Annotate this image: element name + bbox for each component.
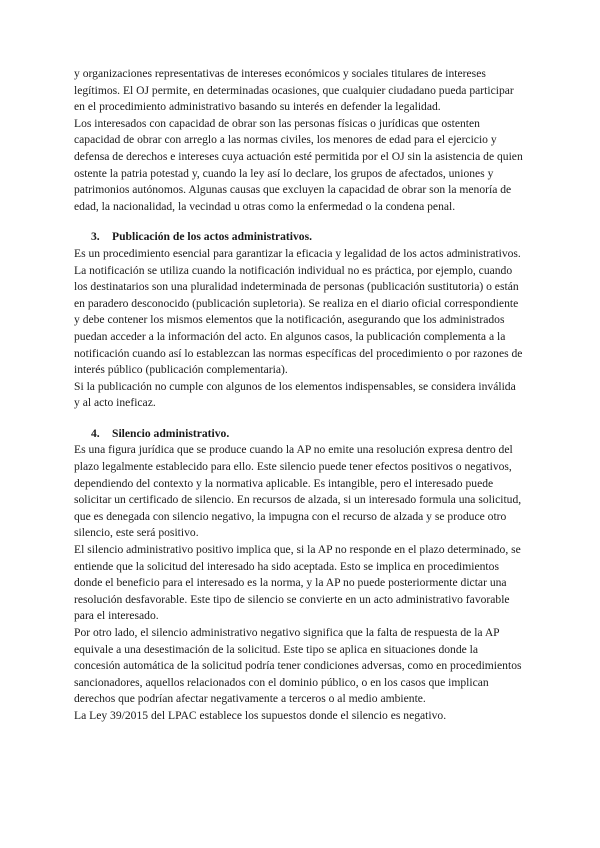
section-3-paragraph-3: Si la publicación no cumple con algunos de los elementos indispensables, se considera inválida y al acto ineficaz. bbox=[74, 379, 516, 410]
section-4-paragraph-1: Es una figura jurídica que se produce cuando la AP no emite una resolución expresa dentro del plazo legalmente establecido para ello. Este silencio puede tener efectos positivos o negativos, dependiendo del contexto y la normativa aplicable. Es intangible, pero el interesado puede solicitar un certificado de silencio. En recursos de alzada, si un interesado formula una solicitud, que es denegada con silencio negativo, la impugna con el recurso de alzada y se produce otro silencio, este será positivo. bbox=[74, 443, 522, 540]
section-3-number: 3. bbox=[91, 230, 100, 244]
section-3-heading bbox=[74, 229, 524, 246]
section-4-title: Silencio administrativo. bbox=[112, 426, 230, 440]
intro-paragraph-2: Los interesados con capacidad de obrar son las personas físicas o jurídicas que ostenten capacidad de obrar con arreglo a las normas civiles, los menores de edad para el ejercicio y defensa de derechos e intereses cuya actuación esté permitida por el OJ sin la asistencia de quien ostente la patria potestad y, cuando la ley así lo declare, los grupos de afectados, uniones y patrimonios autónomos. Algunas causas que excluyen la capacidad de obrar son la menoría de edad, la nacionalidad, la vecindad u otras como la enfermedad o la condena penal. bbox=[74, 116, 523, 213]
section-3-paragraph-2: La notificación se utiliza cuando la notificación individual no es práctica, por ejemplo, cuando los destinatarios son una pluralidad indeterminada de personas (publicación sustitutoria) o están en paradero desconocido (publicación supletoria). Se realiza en el diario oficial correspondiente y debe contener los mismos elementos que la notificación, asegurando que los administrados puedan acceder a la información del acto. En algunos casos, la publicación complementa a la notificación cuando así lo establezcan las normas específicas del procedimiento o por razones de interés público (publicación complementaria). bbox=[74, 263, 523, 377]
section-4-paragraph-3: Por otro lado, el silencio administrativo negativo significa que la falta de respuesta de la AP equivale a una desestimación de la solicitud. Este tipo se aplica en situaciones donde la concesión automática de la solicitud podría tener condiciones adversas, como en procedimientos sancionadores, aquellos relacionados con el dominio público, o en los casos que implican derechos que podrían afectar negativamente a terceros o al medio ambiente. bbox=[74, 626, 522, 706]
intro-paragraph-1: y organizaciones representativas de intereses económicos y sociales titulares de intereses legítimos. El OJ permite, en determinadas ocasiones, que cualquier ciudadano pueda participar en el procedimiento administrativo basando su interés en defender la legalidad. bbox=[74, 67, 514, 114]
section-4-paragraph-2: El silencio administrativo positivo implica que, si la AP no responde en el plazo determinado, se entiende que la solicitud del interesado ha sido aceptada. Esto se implica en procedimientos donde el beneficio para el interesado es la norma, y la AP no puede posteriormente dictar una resolución desfavorable. Este tipo de silencio se convierte en un acto administrativo favorable para el interesado. bbox=[74, 543, 521, 623]
section-3-paragraph-1: Es un procedimiento esencial para garantizar la eficacia y legalidad de los actos administrativos. bbox=[74, 246, 521, 260]
section-3-title: Publicación de los actos administrativos. bbox=[112, 230, 312, 244]
section-4-heading bbox=[74, 426, 524, 443]
section-4-paragraph-4: La Ley 39/2015 del LPAC establece los supuestos donde el silencio es negativo. bbox=[74, 708, 447, 722]
section-4-number: 4. bbox=[91, 426, 100, 440]
document-body bbox=[74, 66, 524, 725]
